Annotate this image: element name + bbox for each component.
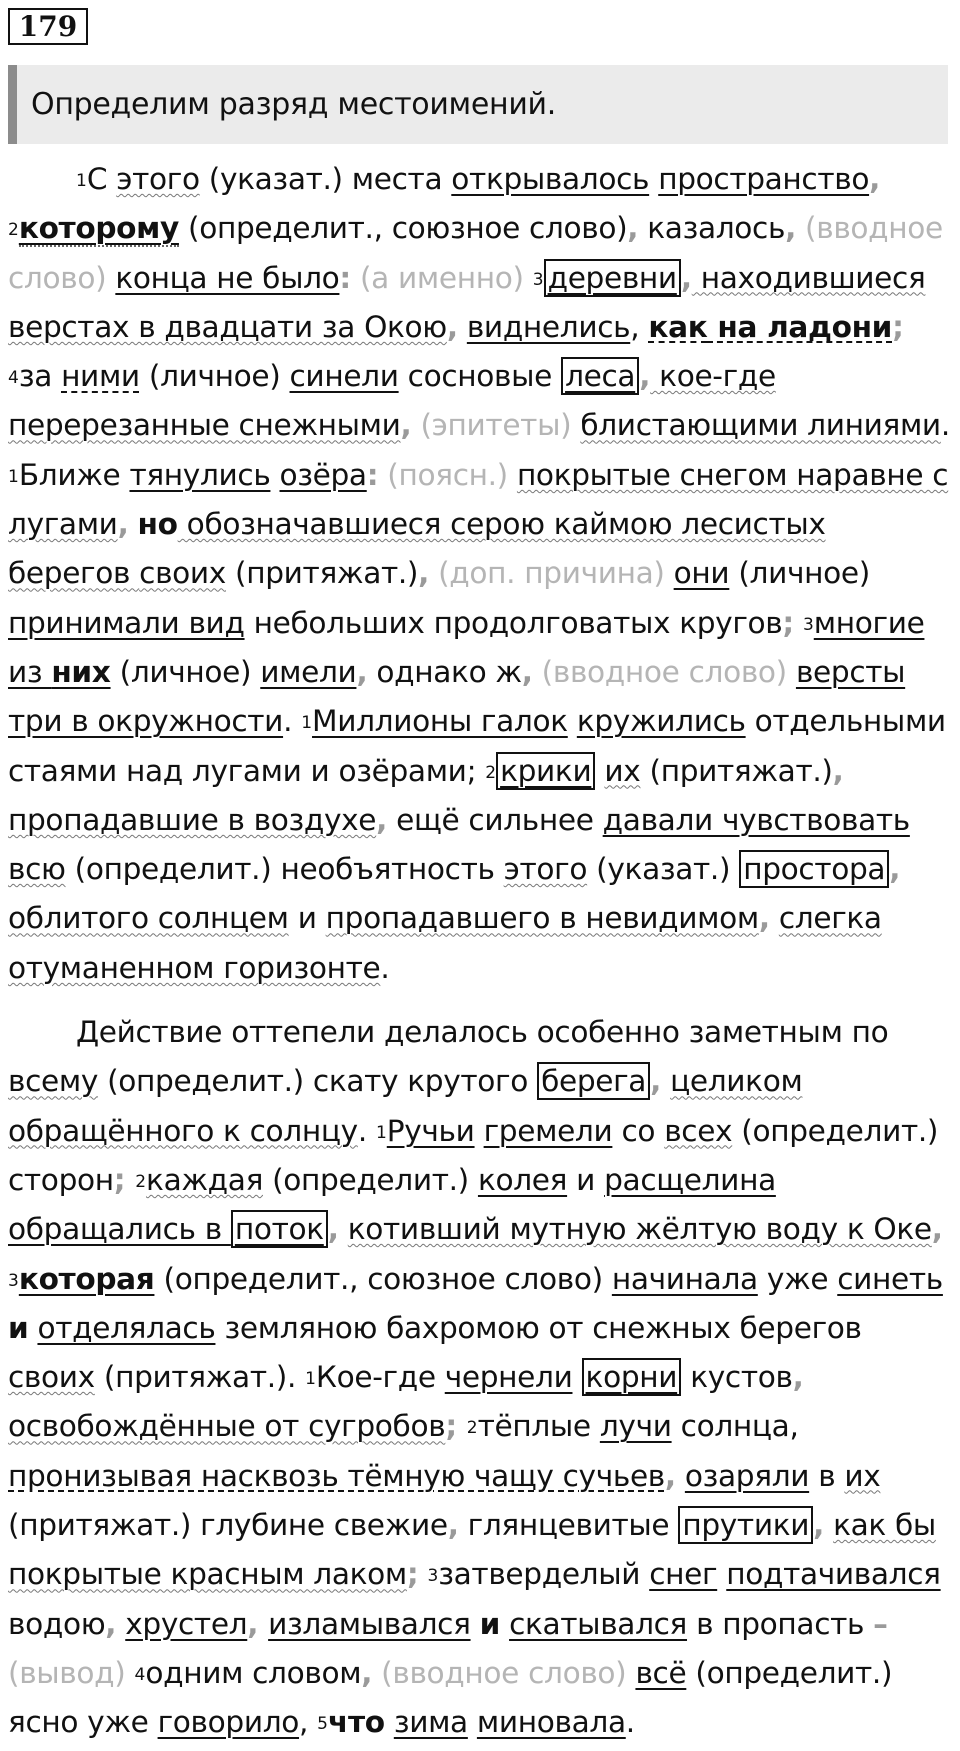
punctuation: ,	[789, 1409, 799, 1444]
text: слегка	[778, 901, 882, 936]
punctuation: :	[339, 260, 351, 295]
text	[676, 1459, 685, 1493]
punctuation: ,	[785, 211, 796, 246]
text	[339, 1212, 348, 1246]
predicate: скатывался	[509, 1606, 688, 1641]
pronoun-category: (личное)	[110, 654, 261, 689]
text: ,	[299, 1705, 318, 1740]
subject: крики	[496, 752, 595, 790]
text: ещё сильнее	[387, 802, 603, 837]
predicate: озаряли	[684, 1458, 810, 1493]
pronoun: своих	[139, 556, 226, 591]
grammar-note: (вводное слово)	[532, 654, 796, 689]
sentence-number: 3	[8, 1270, 19, 1291]
sentence-number: 4	[8, 368, 19, 389]
task-text: Определим разряд местоимений.	[31, 87, 556, 122]
participle-phrase: освобождённые от сугробов	[8, 1409, 446, 1444]
subject: корни	[582, 1358, 682, 1396]
predicate: версты три в окружности	[8, 654, 906, 739]
predicate: начинала	[611, 1261, 758, 1296]
punctuation: ,	[792, 1360, 804, 1395]
text: в	[809, 1458, 845, 1493]
participle-phrase: целиком обращённого к солнцу	[8, 1064, 803, 1148]
punctuation: ,	[400, 408, 412, 443]
text: уже	[757, 1261, 838, 1296]
sentence-number: 1	[375, 1122, 387, 1143]
pronoun-category: (определит.) необъятность	[65, 852, 504, 887]
text: ,	[630, 309, 649, 344]
text: .	[625, 1705, 635, 1740]
pronoun-category: (определит., союзное слово)	[178, 211, 628, 246]
adverbial-phrase: пронизывая насквозь тёмную чащу сучьев	[8, 1458, 665, 1493]
text	[458, 310, 467, 344]
text: одним словом	[145, 1655, 362, 1690]
punctuation: –	[873, 1606, 888, 1641]
sentence-number: 1	[305, 1369, 316, 1390]
conjunction: и	[479, 1606, 500, 1641]
sentence-number: 1	[76, 171, 87, 191]
participle-phrase: облитого солнцем	[8, 901, 289, 936]
subject: Ручьи	[386, 1113, 475, 1148]
text	[471, 1607, 480, 1641]
punctuation: ,	[117, 507, 129, 542]
punctuation: ;	[113, 1162, 136, 1197]
text: отдельными стаями над лугами и озёрами	[8, 704, 946, 788]
sentence-number: 1	[301, 713, 313, 734]
pronoun-category: (определит.) ясно уже	[8, 1655, 893, 1740]
punctuation: ,	[832, 753, 844, 788]
grammar-note: (вводное слово)	[8, 211, 943, 295]
pronoun: ними	[61, 359, 140, 394]
punctuation: ,	[758, 901, 770, 936]
grammar-note: (а именно)	[350, 260, 533, 295]
text: со	[612, 1113, 665, 1148]
punctuation: ,	[813, 1508, 825, 1543]
pronoun-category: (указат.)	[587, 852, 740, 887]
pronoun: этого	[503, 852, 588, 887]
text: сосновые	[398, 359, 562, 394]
pronoun-category: (притяжат.) глубине свежие	[8, 1508, 448, 1543]
punctuation: ,	[418, 556, 430, 591]
text	[661, 1064, 670, 1098]
punctuation: ,	[361, 1655, 373, 1690]
text: многие из	[8, 605, 925, 689]
punctuation: ;	[782, 605, 794, 640]
conjunction: но	[137, 507, 178, 542]
text	[270, 458, 279, 492]
punctuation: ,	[639, 359, 651, 394]
predicate: миновала	[476, 1705, 626, 1740]
predicate: гремели	[483, 1113, 613, 1148]
text: Ближе	[18, 457, 130, 492]
text: отуманенном горизонте	[8, 950, 381, 985]
pronoun: каждая	[146, 1162, 264, 1197]
predicate: синеть	[837, 1261, 943, 1296]
text: ;	[466, 753, 486, 788]
conjunction: и	[8, 1310, 29, 1345]
punctuation: ,	[680, 260, 692, 295]
sentence-number: 4	[134, 1664, 146, 1685]
punctuation: ,	[446, 309, 458, 344]
text: в пропасть	[687, 1606, 874, 1641]
grammar-note: (эпитеты)	[411, 408, 581, 443]
text: глянцевитые	[458, 1508, 679, 1543]
grammar-note: (вывод)	[8, 1655, 135, 1690]
pronoun-category: (определит.) скату крутого	[98, 1064, 538, 1099]
predicate: принимали вид	[8, 605, 245, 640]
exercise-number: 179	[8, 8, 88, 45]
pronoun: своих	[8, 1360, 95, 1395]
predicate: говорило	[157, 1705, 300, 1740]
predicate: изламывался	[268, 1606, 471, 1641]
conjunction: что	[327, 1705, 385, 1740]
text	[116, 1607, 125, 1641]
punctuation: ,	[650, 1064, 662, 1099]
text: Кое-где	[315, 1360, 445, 1395]
punctuation: ,	[889, 852, 901, 887]
text	[385, 1705, 394, 1739]
pronoun: их	[604, 753, 641, 788]
participle-phrase: пропадавшие в воздухе	[8, 802, 377, 837]
predicate: тянулись	[129, 457, 271, 492]
text: затверделый	[438, 1557, 650, 1592]
punctuation: ;	[445, 1409, 467, 1444]
punctuation: :	[366, 457, 379, 492]
predicate: конца не было	[115, 260, 340, 295]
object: берега	[537, 1062, 650, 1100]
text: земляною бахромою от снежных берегов	[215, 1310, 862, 1345]
text: тёплые	[477, 1409, 600, 1444]
punctuation: ;	[892, 309, 904, 344]
sentence-number: 2	[466, 1418, 478, 1439]
predicate: чернели	[444, 1360, 573, 1395]
subject: они	[673, 556, 730, 591]
text: водою	[8, 1606, 106, 1641]
sentence-number: 2	[135, 1171, 147, 1192]
pronoun: всему	[8, 1064, 99, 1099]
pronoun: этого	[116, 162, 200, 196]
text: небольших продолговатых кругов	[244, 605, 783, 640]
predicate: кружились	[576, 704, 746, 739]
sentence-number: 3	[802, 614, 814, 635]
text	[568, 704, 577, 738]
pronoun-category: (притяжат.)	[640, 753, 833, 788]
pronoun-category: (указат.) места	[199, 162, 452, 196]
predicate: виднелись	[466, 309, 631, 344]
predicate: хрустел	[125, 1606, 248, 1641]
subject: лучи	[599, 1409, 672, 1444]
subject: снег	[649, 1557, 718, 1592]
punctuation: ,	[327, 1212, 339, 1247]
pronoun-category: (определит.)	[263, 1162, 478, 1197]
conjunction: как	[648, 309, 708, 344]
text: казалось	[638, 211, 786, 246]
pronoun: которому	[18, 211, 179, 246]
punctuation: ,	[664, 1458, 676, 1493]
text: однако ж	[367, 654, 522, 689]
grammar-note: (доп. причина)	[429, 556, 674, 591]
text: блистающими линиями	[580, 408, 941, 443]
object: прутики	[678, 1506, 813, 1544]
subject: леса	[561, 357, 639, 395]
text: солнца	[671, 1409, 790, 1444]
sentence-number: 3	[427, 1566, 439, 1587]
punctuation: ,	[627, 211, 639, 246]
text: и	[567, 1162, 605, 1197]
paragraph-1	[8, 155, 952, 993]
text	[475, 1114, 484, 1148]
punctuation: ;	[406, 1557, 419, 1592]
predicate: имели	[260, 654, 357, 689]
pronoun: них	[51, 654, 111, 689]
object: поток	[231, 1210, 328, 1248]
pronoun: их	[844, 1458, 881, 1493]
predicate: синели	[289, 359, 399, 394]
punctuation: ,	[447, 1508, 459, 1543]
grammar-note: (вводное слово)	[372, 1655, 636, 1690]
text	[824, 1508, 833, 1542]
grammar-note: (поясн.)	[378, 457, 517, 492]
text	[468, 1705, 477, 1739]
punctuation: ,	[521, 654, 533, 689]
pronoun-category: (притяжат.).	[94, 1360, 306, 1395]
text: .	[380, 950, 390, 985]
participle-phrase: находившиеся верстах в двадцати за Окою	[8, 260, 926, 344]
sentence-number: 2	[8, 220, 19, 241]
object: простора	[739, 850, 889, 888]
subject: пространство	[658, 162, 870, 196]
participle-phrase: как бы покрытые красным лаком	[8, 1508, 936, 1592]
sentence-number: 3	[532, 269, 544, 290]
pronoun-category: (личное)	[729, 556, 870, 591]
predicate: отделялась	[37, 1310, 216, 1345]
sentence-number: 5	[317, 1714, 328, 1735]
pronoun-category: (определит.) сторон	[8, 1113, 939, 1197]
sentence-number: 2	[485, 762, 497, 783]
text	[572, 1360, 581, 1394]
text	[128, 507, 137, 541]
text	[649, 162, 658, 196]
punctuation: ,	[931, 1212, 943, 1247]
text: кустов	[681, 1360, 793, 1395]
participle-phrase: покрытые снегом наравне с лугами	[8, 457, 949, 542]
participle-phrase: котивший мутную жёлтую воду к Оке	[347, 1212, 932, 1247]
sentence-number: 1	[8, 466, 19, 487]
text: за	[18, 359, 62, 394]
subject: деревни	[544, 259, 681, 297]
comparison	[648, 310, 892, 344]
pronoun: которая	[18, 1261, 155, 1296]
text: .	[283, 704, 302, 739]
pronoun-category: (определит., союзное слово)	[154, 1261, 612, 1296]
punctuation: ,	[105, 1606, 117, 1641]
participle-phrase: пропадавшего в невидимом	[325, 901, 759, 936]
text: на ладони	[707, 309, 893, 344]
text: .	[940, 408, 950, 443]
participle-phrase: кое-где перерезанные снежными	[8, 359, 776, 443]
subject: расщелина	[604, 1162, 776, 1197]
subject: Миллионы галок	[312, 704, 568, 739]
exercise-text	[8, 155, 952, 1748]
text: обращались в	[8, 1212, 231, 1247]
predicate: подтачивался	[726, 1557, 941, 1592]
text: и	[288, 901, 326, 936]
predicate: открывалось	[451, 162, 650, 196]
punctuation: ,	[376, 802, 388, 837]
pronoun-category: (притяжат.)	[225, 556, 419, 591]
predicate	[8, 1210, 328, 1248]
subject: озёра	[279, 457, 367, 492]
pronoun: всех	[664, 1113, 733, 1148]
punctuation: ,	[356, 654, 368, 689]
text	[500, 1607, 509, 1641]
task-banner	[8, 65, 948, 144]
text	[717, 1557, 726, 1591]
text	[770, 901, 779, 935]
predicate: давали чувствовать	[602, 802, 910, 837]
punctuation: ,	[247, 1606, 269, 1641]
paragraph-2	[8, 1008, 952, 1747]
text	[794, 606, 803, 640]
subject: колея	[477, 1162, 568, 1197]
text: .	[357, 1113, 376, 1148]
text: С	[86, 162, 117, 196]
participle-phrase: обозначавшиеся серою каймою лесистых берегов	[8, 507, 826, 591]
subject: зима	[393, 1705, 468, 1740]
pronoun: всю	[8, 852, 66, 887]
punctuation: ,	[869, 162, 880, 196]
text: Действие оттепели делалось особенно заметным по	[76, 1015, 889, 1050]
pronoun-category: (личное)	[139, 359, 290, 394]
subject: всё	[635, 1655, 687, 1690]
